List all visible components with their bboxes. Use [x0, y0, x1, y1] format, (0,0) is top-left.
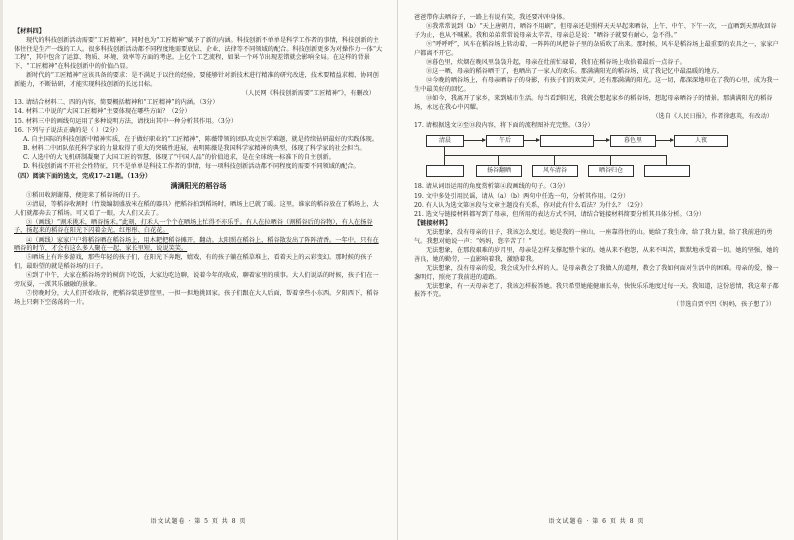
question-13: 13. 请结合材料二、四的内容，简要概括精神和“工匠精神”的内涵。（3分）: [14, 99, 219, 107]
question-15: 15. 材料三中的画线句运用了多种说明方法，请找出其中一种分析其作用。（3分）: [14, 117, 238, 125]
flow-chart: [414, 131, 781, 181]
flow-arrow: [593, 140, 609, 141]
passage-paragraph: ⑤晒场上有许多游戏，那些年轻的孩子们，在阳光下奔跑，嬉戏，有的孩子躺在稻草堆上，看着天上的云彩变幻。那时候的孩子们，最盼望的就是稻谷场的日子。: [14, 254, 373, 270]
passage-paragraph: ⑬如今，我离开了家乡，来到城市生活。每当看到阳光，我就会想起家乡的稻谷场，想起母亲晒谷子的情景。那满满阳光的稻谷场，永远在我心中闪耀。: [414, 94, 773, 111]
q16-option-a: A. 自主国际的科技创新中精神实质，在于做好职业的“工匠精神”，陈薇带领的团队攻克医学难题，就是持续钻研最好的实践体现。: [23, 135, 379, 143]
question-14: 14. 材料二中说的“大国工匠精神”主要体现在哪些方面？（2分）: [14, 108, 191, 116]
material4-title: 【材料四】: [14, 28, 45, 35]
right-column: [414, 14, 781, 310]
page-edge: [0, 0, 3, 540]
right-page: [397, 0, 794, 540]
question-16: 16. 下列与子说法正确的是（ ）（2分）: [14, 126, 122, 134]
flow-connector: [444, 155, 445, 165]
flow-box-night: 人夜: [674, 135, 728, 147]
passage-paragraph: ⑩暮色里，炊烟在晚风里袅袅升起，母亲在灶前忙碌着，我们在稻谷场上收拾着最后一点谷子。: [426, 58, 686, 66]
question-21: 21. 选文与链接材料都写到了母亲，但所用的表达方式不同，请结合链接材料简要分析其具体分析。（3分）: [414, 211, 706, 219]
material4-source: （人民网《科技创新需要“工匠精神”》，有删改）: [241, 89, 375, 97]
q16-option-d: D. 科技创新离不开社会性特征，只不是单单是科技工作者的事情，每一项科技创新活动都不同程度的需要不同领域的配合。: [23, 163, 360, 171]
flow-arrow: [655, 140, 673, 141]
answer-blank-3[interactable]: [644, 165, 690, 177]
flow-box-afternoon: 午后: [486, 135, 524, 147]
passage-paragraph-underlined: ④（画线）家家户户将稻谷晒在稻谷场上，用木耙把稻谷摊开，翻动。太阳照在稻谷上，稻谷散发出了阵阵清香。一年中，只有在晒谷的时节，才会有这么多人聚在一起，家长里短，说说笑笑。: [14, 236, 379, 253]
question-18: 18. 请从词语运用的角度赏析第④段画线的句子。（3分）: [414, 183, 569, 191]
left-column: [14, 28, 383, 308]
link-paragraph: 无法想象，有一天母亲老了，我该怎样报答她。我只希望她能健康长寿，快快乐乐地度过每一天。我知道，这份恩情，我这辈子都报答不完。: [414, 282, 779, 299]
flow-box-dusk: 暮色里: [610, 135, 656, 147]
flow-connector: [666, 155, 667, 165]
passage-source: （选自《人民日报》，作者徐惠英，有改动）: [652, 112, 773, 120]
link-source: （节选自贾平凹《妈妈，孩子想了》）: [672, 300, 775, 308]
passage-paragraph: ⑨“呼呼呼”，风车在稻谷场上转动着，一阵阵的风把谷子里的杂质吹了出来。那时候，风车是稻谷场上最重要的农具之一，家家户户都离不开它。: [414, 40, 779, 57]
link-paragraph: 无法想象，没有母亲的爱，我会成为什么样的人。是母亲教会了我做人的道理，教会了我如何面对生活中的困难。母亲的爱，像一盏明灯，照亮了我前进的道路。: [414, 264, 779, 281]
q16-option-c: C. 人选中的大飞机研制凝聚了大国工匠的智慧，体现了“中国人品”的价值追求，是在全球统一标准下的自主创新。: [23, 154, 335, 162]
flow-connector: [498, 155, 499, 165]
link-paragraph: 无法想象，没有母亲的日子，我该怎么度过。她是我的一座山，一座靠得住的山。她给了我生命，给了我力量，给了我前进的勇气。我想对她说一声：“妈妈，您辛苦了！”: [414, 229, 773, 245]
passage-paragraph: ⑧我常常说到（b）“天上唐朝月，晒谷不用刷”，但母亲还是照样天天早起来晒谷，上午、中午、下午一次，一直晒到天黑收回谷子为止，也从不喊累。我和弟弟常常说母亲太辛苦，母亲总是说：“晒谷子就要有耐心，急不得。”: [414, 23, 777, 39]
passage-paragraph: ⑥到了中午，大家在稻谷场旁的树荫下吃饭，大家边吃边聊，说着今年的收成，聊着家里的琐事。大人们说话的时候，孩子们在一旁玩耍，一派其乐融融的景象。: [14, 272, 379, 288]
flow-connector: [554, 155, 555, 165]
flow-connector: [610, 155, 611, 165]
flow-box-task-2: 风车清谷: [532, 165, 578, 177]
question-20: 20. 有人认为选文第⑩段与文章主题没有关系，你对此有什么看法？为什么？（2分）: [414, 201, 647, 209]
flow-box-task-3: 晒谷归仓: [588, 165, 634, 177]
passage-paragraph: ⑦傍晚时分，大人们开始收谷，把稻谷装进箩筐里，一担一担地挑回家。孩子们跟在大人后面，帮着拿些小东西。夕阳西下，稻谷场上只剩下空荡荡的一片。: [14, 289, 379, 306]
passage-paragraph: ②清晨，等稻谷收割时（竹篾编制盛放米在稻的器具）把稻谷拍到稻场时，晒场上已就了暖。这里，谁家的稻谷放在了稻场上，大人们就都奔去了稻场。可又看了一眼，大人们又去了。: [14, 201, 379, 217]
material4-paragraph: 现代的科技创新活动需要“工匠精神”，同时也为“工匠精神”赋予了新的内涵。科技创新不单单是科学工作者的事情，科技创新的主体往往是生产一线的工人。很多科技创新活动都不同程度地需要底层、企业、法律等不同领域的配合。科技创新更多为对操作力一体“大工程”，其中包含了运算、物质、环境、效率等方面的考虑。上亿个工艺流程，如果一个环节出现差错就会影响全局。在这样的背景下，“工匠精神”在科技创新中的价值凸显。: [14, 37, 383, 70]
question-19: 19. 文中多处引用民谣，请从（a）（b）两句中任选一句，分析其作用。（2分）: [414, 192, 630, 200]
passage-paragraph: ①稻田收割谢幕，便迎来了稻谷场的日子。: [26, 191, 144, 199]
page-footer: 语文试题卷 · 第 5 页 共 8 页: [150, 518, 247, 525]
material4-paragraph: 新时代的“工匠精神”应该具备的要求：是不满足于以往的经验，要能够针对新技术进行精准的研究改进，技术要精益求精、协同创新能力，不断钻研，才能实现科技创新的长远目标。: [14, 72, 379, 88]
flow-connector: [444, 155, 666, 156]
page-footer: 语文试题卷 · 第 6 页 共 8 页: [548, 518, 645, 525]
passage-paragraph-underlined: ③（画线）“割禾挑禾，晒谷扬禾。”此刻，打禾人一个个在晒场上忙得不亦乐乎。有人在拉晒谷（割稻谷后的谷物），有人在扬谷子，扬起来的稻谷在阳光下闪着金光，红彤彤、白花花。: [14, 218, 373, 235]
flow-box-morning: 清晨: [426, 135, 464, 147]
link-paragraph: 无法想象，在那段艰难的岁月里，母亲是怎样支撑起整个家的。她从来不抱怨，从来不叫苦，默默地承受着一切。她的坚强，她的善良，她的勤劳，一直影响着我，激励着我。: [414, 247, 779, 263]
q16-option-b: B. 材料二中团队依托科学家的力量取得了重大的突破性进展，表明陈薇是我国科学家精神的典型，体现了科学家的社会担当。: [23, 145, 366, 153]
passage-paragraph: 爸爸带你去晒谷子，一路上有说有笑，我还要冲冲身体。: [414, 14, 569, 21]
passage-paragraph: ⑫今晚的晒谷场上，有母亲晒谷子的身影，有孩子们的欢笑声，还有那满满的阳光。这一切，都深深地印在了我的心里，成为我一生中最美好的回忆。: [414, 77, 779, 93]
flow-box-task-1: 扬谷翻晒: [476, 165, 522, 177]
flow-arrow: [523, 140, 539, 141]
flow-arrow: [463, 140, 485, 141]
passage-paragraph: ⑪这一晒，母亲的稻谷晒干了，也晒出了一家人的欢乐。那满满阳光的稻谷场，成了我记忆中最温暖的地方。: [426, 67, 723, 75]
link-material-title: 【链接材料】: [414, 220, 452, 228]
section-header: （四）阅读下面的选文，完成17–21题。（13分）: [14, 172, 152, 180]
flow-connector: [444, 146, 445, 155]
answer-blank-1[interactable]: [540, 135, 594, 147]
passage-title: 满满阳光的稻谷场: [170, 181, 227, 191]
question-17: 17. 请根据选文②至⑬段内容，将下面的流程图补充完整。（3分）: [414, 121, 594, 129]
answer-blank-2[interactable]: [426, 165, 464, 177]
